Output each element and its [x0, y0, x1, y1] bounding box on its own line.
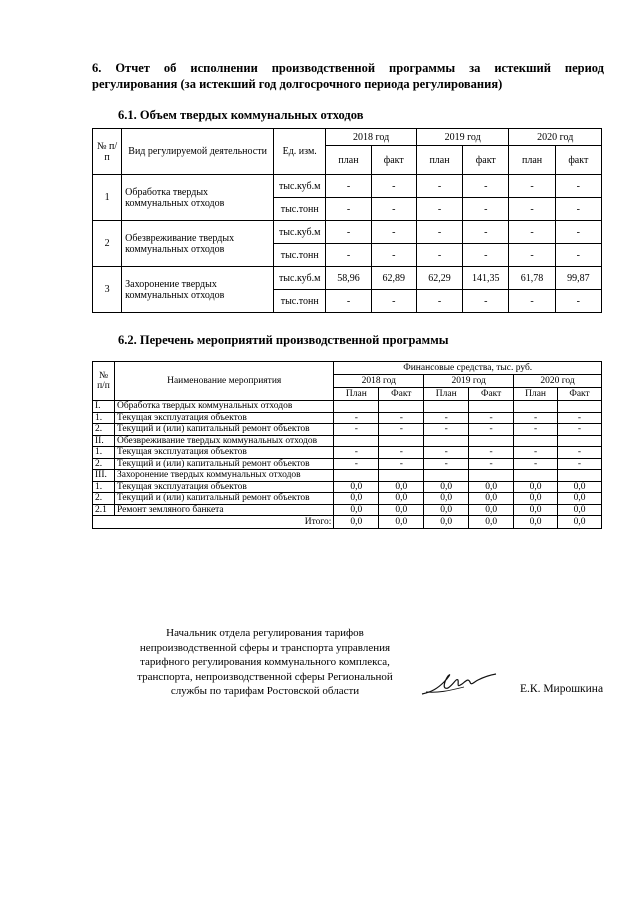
plan-header: план [509, 146, 555, 175]
value-cell: - [371, 290, 416, 313]
value-cell: - [469, 424, 514, 436]
value-cell: 0,0 [558, 481, 602, 493]
measure-name: Текущая эксплуатация объектов [114, 447, 333, 459]
value-cell: - [326, 221, 371, 244]
value-cell [379, 401, 424, 413]
row-number: I. [93, 401, 115, 413]
year-header: 2019 год [416, 129, 509, 146]
volume-table-body [93, 175, 602, 313]
heading-line-2: регулирования (за истекший год долгосрочного периода регулирования) [92, 77, 503, 91]
plan-header: План [514, 388, 558, 401]
plan-header: План [334, 388, 379, 401]
value-cell: - [555, 198, 601, 221]
fact-header: факт [555, 146, 601, 175]
value-cell: 0,0 [424, 481, 469, 493]
measure-name: Обезвреживание твердых коммунальных отходов [114, 435, 333, 447]
row-number: 1 [93, 175, 122, 221]
header-activity: Вид регулируемой деятельности [122, 129, 274, 175]
row-number: 2. [93, 493, 115, 505]
value-cell [514, 470, 558, 482]
value-cell: - [379, 447, 424, 459]
measure-name: Текущий и (или) капитальный ремонт объектов [114, 424, 333, 436]
unit-cell: тыс.тонн [274, 244, 326, 267]
value-cell: 0,0 [514, 504, 558, 516]
year-header: 2019 год [424, 375, 514, 388]
value-cell [469, 435, 514, 447]
value-cell: - [334, 412, 379, 424]
value-cell: - [514, 424, 558, 436]
value-cell: 0,0 [469, 504, 514, 516]
value-cell: - [469, 412, 514, 424]
value-cell: - [509, 198, 555, 221]
value-cell [424, 470, 469, 482]
value-cell: - [416, 244, 462, 267]
value-cell: - [509, 175, 555, 198]
fact-header: Факт [379, 388, 424, 401]
handwritten-signature [418, 662, 498, 702]
value-cell: 0,0 [334, 481, 379, 493]
value-cell [558, 401, 602, 413]
measure-name: Обработка твердых коммунальных отходов [114, 401, 333, 413]
volume-table [92, 128, 602, 313]
header-num: № п/п [93, 129, 122, 175]
value-cell [558, 435, 602, 447]
measure-name: Текущий и (или) капитальный ремонт объектов [114, 458, 333, 470]
value-cell: - [371, 221, 416, 244]
value-cell: 62,29 [416, 267, 462, 290]
value-cell: 62,89 [371, 267, 416, 290]
measure-name: Текущая эксплуатация объектов [114, 412, 333, 424]
value-cell: 61,78 [509, 267, 555, 290]
fact-header: факт [463, 146, 509, 175]
measure-name: Ремонт земляного банкета [114, 504, 333, 516]
value-cell [514, 401, 558, 413]
header-finance: Финансовые средства, тыс. руб. [334, 362, 602, 375]
row-number: 1. [93, 447, 115, 459]
year-header: 2018 год [334, 375, 424, 388]
value-cell: - [558, 412, 602, 424]
total-value: 0,0 [514, 516, 558, 529]
value-cell: 0,0 [379, 504, 424, 516]
value-cell: - [514, 458, 558, 470]
total-value: 0,0 [334, 516, 379, 529]
unit-cell: тыс.тонн [274, 290, 326, 313]
value-cell: - [558, 424, 602, 436]
value-cell: 0,0 [469, 481, 514, 493]
value-cell: 0,0 [379, 493, 424, 505]
fact-header: Факт [558, 388, 602, 401]
value-cell: - [555, 290, 601, 313]
position-line: транспорта, непроизводственной сферы Региональной [137, 670, 393, 683]
value-cell: - [326, 244, 371, 267]
value-cell: - [509, 290, 555, 313]
value-cell [469, 470, 514, 482]
header-num: № п/п [93, 362, 115, 401]
total-value: 0,0 [469, 516, 514, 529]
value-cell: - [334, 458, 379, 470]
table-row [93, 412, 602, 424]
table-row [93, 470, 602, 482]
value-cell [424, 435, 469, 447]
measure-name: Текущий и (или) капитальный ремонт объектов [114, 493, 333, 505]
value-cell: - [334, 447, 379, 459]
table-row [93, 447, 602, 459]
table-row [93, 401, 602, 413]
value-cell: - [424, 424, 469, 436]
total-value: 0,0 [379, 516, 424, 529]
fact-header: Факт [469, 388, 514, 401]
value-cell: - [469, 447, 514, 459]
signature-position [100, 626, 430, 699]
table-row [93, 481, 602, 493]
total-label: Итого: [93, 516, 334, 529]
value-cell: - [334, 424, 379, 436]
position-line: тарифного регулирования коммунального комплекса, [140, 656, 390, 668]
total-value: 0,0 [558, 516, 602, 529]
value-cell: - [416, 175, 462, 198]
measures-table-body [93, 401, 602, 516]
value-cell: 0,0 [558, 493, 602, 505]
year-header: 2020 год [514, 375, 602, 388]
value-cell: 141,35 [463, 267, 509, 290]
value-cell: - [509, 244, 555, 267]
row-number: 2. [93, 424, 115, 436]
value-cell: - [371, 175, 416, 198]
value-cell: - [416, 290, 462, 313]
value-cell: - [555, 221, 601, 244]
row-number: 2 [93, 221, 122, 267]
value-cell: - [514, 447, 558, 459]
report-heading [92, 60, 604, 92]
value-cell: - [424, 458, 469, 470]
year-header: 2018 год [326, 129, 417, 146]
row-number: 2.1 [93, 504, 115, 516]
value-cell: - [463, 290, 509, 313]
value-cell: - [326, 290, 371, 313]
unit-cell: тыс.куб.м [274, 221, 326, 244]
value-cell: - [379, 412, 424, 424]
value-cell: 0,0 [424, 504, 469, 516]
value-cell: - [514, 412, 558, 424]
value-cell [334, 401, 379, 413]
position-line: Начальник отдела регулирования тарифов [166, 627, 364, 639]
value-cell: - [371, 244, 416, 267]
table-row [93, 175, 602, 198]
value-cell: - [424, 412, 469, 424]
header-unit: Ед. изм. [274, 129, 326, 175]
value-cell [334, 435, 379, 447]
value-cell: - [326, 198, 371, 221]
fact-header: факт [371, 146, 416, 175]
value-cell [424, 401, 469, 413]
section-6-1-title: 6.1. Объем твердых коммунальных отходов [118, 108, 364, 122]
value-cell: - [326, 175, 371, 198]
plan-header: План [424, 388, 469, 401]
value-cell: 99,87 [555, 267, 601, 290]
signatory-name: Е.К. Мирошкина [520, 683, 604, 695]
value-cell: - [379, 424, 424, 436]
value-cell: 0,0 [424, 493, 469, 505]
value-cell [514, 435, 558, 447]
value-cell [334, 470, 379, 482]
value-cell: - [416, 198, 462, 221]
total-row [93, 516, 602, 529]
value-cell: - [555, 244, 601, 267]
value-cell [469, 401, 514, 413]
value-cell [379, 435, 424, 447]
table-row [93, 504, 602, 516]
value-cell: - [509, 221, 555, 244]
value-cell: - [371, 198, 416, 221]
value-cell: - [463, 221, 509, 244]
value-cell: 0,0 [558, 504, 602, 516]
table-row [93, 267, 602, 290]
activity-name: Обработка твердых коммунальных отходов [122, 175, 274, 221]
row-number: 3 [93, 267, 122, 313]
value-cell: - [424, 447, 469, 459]
heading-line-1: 6. Отчет об исполнении производственной программы за истекший период [92, 61, 604, 75]
table-row [93, 221, 602, 244]
value-cell: - [555, 175, 601, 198]
value-cell: - [469, 458, 514, 470]
row-number: 1. [93, 481, 115, 493]
year-header: 2020 год [509, 129, 602, 146]
value-cell: - [379, 458, 424, 470]
row-number: 2. [93, 458, 115, 470]
table-row [93, 424, 602, 436]
value-cell: - [463, 175, 509, 198]
row-number: III. [93, 470, 115, 482]
activity-name: Захоронение твердых коммунальных отходов [122, 267, 274, 313]
value-cell [558, 470, 602, 482]
value-cell: 0,0 [514, 493, 558, 505]
section-6-2-title: 6.2. Перечень мероприятий производственной программы [118, 333, 449, 347]
value-cell: 0,0 [514, 481, 558, 493]
measures-table [92, 361, 602, 529]
table-row [93, 458, 602, 470]
row-number: II. [93, 435, 115, 447]
total-value: 0,0 [424, 516, 469, 529]
measure-name: Текущая эксплуатация объектов [114, 481, 333, 493]
table-row [93, 435, 602, 447]
measure-name: Захоронение твердых коммунальных отходов [114, 470, 333, 482]
table-row [93, 493, 602, 505]
unit-cell: тыс.куб.м [274, 267, 326, 290]
value-cell: - [558, 458, 602, 470]
value-cell: 0,0 [469, 493, 514, 505]
value-cell: - [463, 198, 509, 221]
row-number: 1. [93, 412, 115, 424]
value-cell: 58,96 [326, 267, 371, 290]
plan-header: план [326, 146, 371, 175]
value-cell: 0,0 [379, 481, 424, 493]
activity-name: Обезвреживание твердых коммунальных отходов [122, 221, 274, 267]
value-cell: 0,0 [334, 504, 379, 516]
value-cell [379, 470, 424, 482]
value-cell: - [558, 447, 602, 459]
unit-cell: тыс.тонн [274, 198, 326, 221]
value-cell: 0,0 [334, 493, 379, 505]
value-cell: - [463, 244, 509, 267]
position-line: непроизводственной сферы и транспорта управления [139, 641, 391, 654]
unit-cell: тыс.куб.м [274, 175, 326, 198]
position-line: службы по тарифам Ростовской области [170, 685, 360, 697]
value-cell: - [416, 221, 462, 244]
header-measure: Наименование мероприятия [114, 362, 333, 401]
plan-header: план [416, 146, 462, 175]
